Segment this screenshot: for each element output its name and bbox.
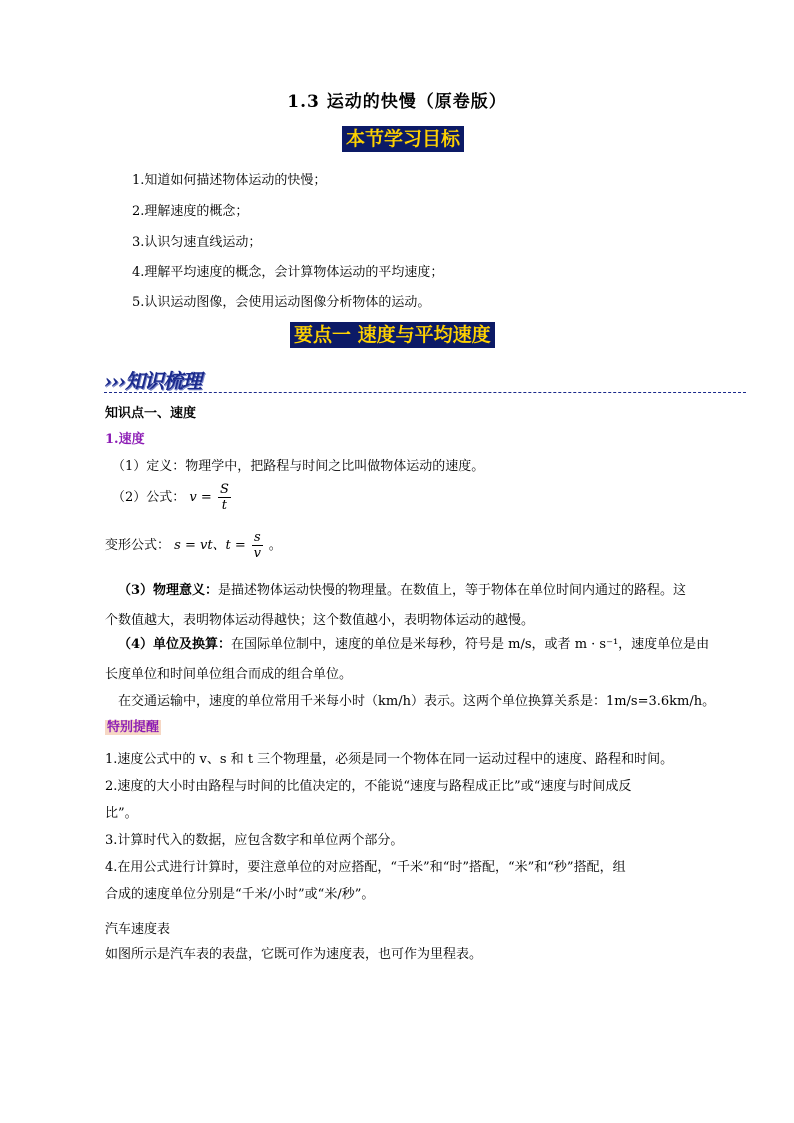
meaning-paragraph xyxy=(118,578,723,604)
knowledge-title: ›››知识梳理 xyxy=(104,369,201,393)
variant-label: 变形公式： xyxy=(105,538,171,553)
goal-item: 4.理解平均速度的概念，会计算物体运动的平均速度； xyxy=(132,265,444,280)
variant-denominator: v xyxy=(253,546,261,561)
variant-formula-line xyxy=(105,530,282,561)
variant-numerator: s xyxy=(253,530,261,545)
meaning-text: 是描述物体运动快慢的物理量。在数值上，等于物体在单位时间内通过的路程。这 xyxy=(218,583,687,598)
variant-fraction xyxy=(252,530,263,561)
reminder-item: 4.在用公式进行计算时，要注意单位的对应搭配，“千米”和“时”搭配，“米”和“秒”搭配，组 xyxy=(105,860,626,875)
formula-numerator: S xyxy=(219,482,229,497)
reminder-item: 2.速度的大小时由路程与时间的比值决定的，不能说“速度与路程成正比”或“速度与时间成反 xyxy=(105,779,632,794)
page-title: 1.3 运动的快慢（原卷版） xyxy=(287,92,507,112)
unit-paragraph xyxy=(118,632,723,658)
formula-fraction xyxy=(218,482,231,513)
goals-banner: 本节学习目标 xyxy=(342,126,464,152)
sub-heading: 1.速度 xyxy=(105,432,145,447)
formula-lhs: v = xyxy=(189,490,212,505)
section-banner: 要点一 速度与平均速度 xyxy=(290,322,495,348)
meaning-text-2: 个数值越大，表明物体运动得越快；这个数值越小，表明物体运动的越慢。 xyxy=(105,613,535,628)
reminder-item: 1.速度公式中的 v、s 和 t 三个物理量，必须是同一个物体在同一运动过程中的速度、路程和时间。 xyxy=(105,752,674,767)
transport-text: 在交通运输中，速度的单位常用千米每小时（km/h）表示。这两个单位换算关系是：1m/s=3.6km/h。 xyxy=(118,694,716,709)
unit-label: （4）单位及换算： xyxy=(118,637,232,652)
goal-item: 5.认识运动图像，会使用运动图像分析物体的运动。 xyxy=(132,295,431,310)
goal-item: 1.知道如何描述物体运动的快慢； xyxy=(132,173,327,188)
variant-end: 。 xyxy=(268,538,282,553)
unit-text-2: 长度单位和时间单位组合而成的组合单位。 xyxy=(105,667,353,682)
variant-expr: s = vt、t = xyxy=(174,538,246,553)
goal-item: 3.认识匀速直线运动； xyxy=(132,235,262,250)
meaning-label: （3）物理意义： xyxy=(118,583,219,598)
definition-text: （1）定义：物理学中，把路程与时间之比叫做物体运动的速度。 xyxy=(112,459,485,474)
formula-denominator: t xyxy=(221,498,227,513)
special-reminder-badge: 特别提醒 xyxy=(107,720,160,735)
reminder-item: 合成的速度单位分别是“千米/小时”或“米/秒”。 xyxy=(105,887,375,902)
formula-label: （2）公式： xyxy=(112,490,186,505)
unit-text: 在国际单位制中，速度的单位是米每秒，符号是 m/s，或者 m · s⁻¹，速度单位是由 xyxy=(231,637,710,652)
reminder-item: 3.计算时代入的数据，应包含数字和单位两个部分。 xyxy=(105,833,404,848)
goal-item: 2.理解速度的概念； xyxy=(132,204,249,219)
car-heading: 汽车速度表 xyxy=(105,922,171,937)
special-reminder-label xyxy=(105,716,161,735)
knowledge-point-heading: 知识点一、速度 xyxy=(105,406,197,421)
formula-line xyxy=(112,482,233,513)
reminder-item: 比”。 xyxy=(105,806,138,821)
dotted-divider xyxy=(104,392,746,393)
car-text: 如图所示是汽车表的表盘，它既可作为速度表，也可作为里程表。 xyxy=(105,947,483,962)
